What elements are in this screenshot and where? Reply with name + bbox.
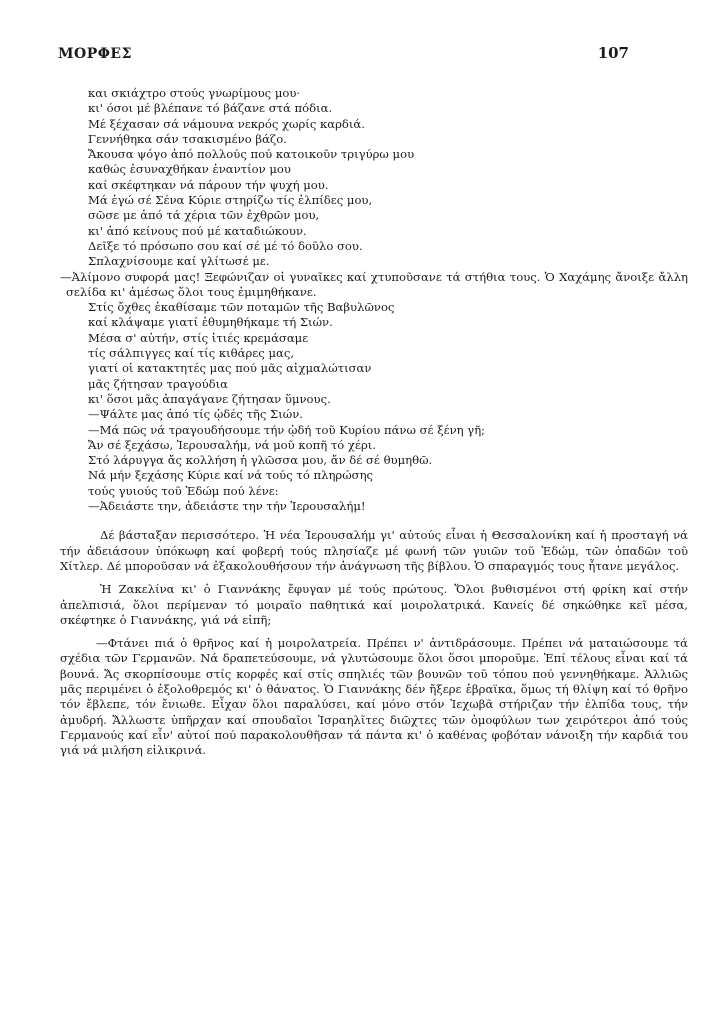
page-text bbox=[0, 86, 703, 758]
poem-line: Νά μήν ξεχάσης Κύριε καί νά τούς τό πληρώσης bbox=[88, 468, 374, 483]
poem-line: Ἄκουσα ψόγο ἀπό πολλούς πού κατοικοῦν τριγύρω μου bbox=[88, 147, 415, 162]
poem-line: Μά ἐγώ σέ Σένα Κύριε στηρίζω τίς ἐλπίδες μου, bbox=[88, 193, 373, 208]
poem-line: —Μά πῶς νά τραγουδήσουμε τήν ᾠδή τοῦ Κυρίου πάνω σέ ξένη γῆ; bbox=[88, 422, 486, 437]
poem-line: καί κλάψαμε γιατί ἐθυμηθήκαμε τή Σιών. bbox=[88, 315, 333, 330]
poem-line: Σπλαχνίσουμε καί γλίτωσέ με. bbox=[88, 254, 270, 269]
poem-line: και σκιάχτρο στούς γνωρίμους μου· bbox=[88, 86, 301, 100]
page-number: 107 bbox=[597, 44, 629, 62]
poem-block-2 bbox=[0, 300, 703, 514]
poem-line: καθώς ἐσυναχθήκαν ἐναντίον μου bbox=[88, 162, 291, 177]
poem-line: κι' ὅσοι μᾶς ἀπαγάγανε ζήτησαν ὕμνους. bbox=[88, 391, 331, 406]
page-header bbox=[58, 44, 629, 62]
dialogue-lament: —Ἀλίμονο συφορά μας! Ξεφώνιζαν οἱ γυναῖκες καί χτυποῦσανε τά στήθια τους. Ὁ Χαχάμης ἄνοιξε ἄλλη σελίδα κι' ἀμέσως ὅλοι τους ἐμιμηθήκανε. bbox=[60, 269, 688, 299]
poem-line: —Ψάλτε μας ἀπό τίς ᾠδές τῆς Σιών. bbox=[88, 407, 303, 422]
paragraph: Ἡ Ζακελίνα κι' ὁ Γιαννάκης ἔφυγαν μέ τούς πρώτους. Ὅλοι βυθισμένοι στή φρίκη καί στήν ἀπελπισιά, ὅλοι περίμεναν τό μοιραῖο παθητικά καί μοιρολατρικά. Κανείς δέ σηκώθηκε κεῖ μέσα, σκέφτηκε ὁ Γιαννάκης, γιά νά εἰπῆ; bbox=[60, 582, 688, 627]
poem-line: τούς γυιούς τοῦ Ἐδώμ πού λένε: bbox=[88, 483, 279, 498]
poem-line: Στό λάρυγγα ἄς κολλήση ἡ γλῶσσα μου, ἄν δέ σέ θυμηθῶ. bbox=[88, 453, 433, 468]
poem-line: Μέσα σ' αὐτήν, στίς ἰτιές κρεμάσαμε bbox=[88, 330, 309, 345]
poem-line: γιατί οἱ κατακτητές μας πού μᾶς αἰχμαλώτισαν bbox=[88, 361, 372, 376]
running-title: ΜΟΡΦΕΣ bbox=[58, 46, 132, 62]
poem-line: Δεῖξε τό πρόσωπο σου καί σέ μέ τό δοῦλο σου. bbox=[88, 238, 363, 253]
poem-line: κι' ἀπό κείνους πού μέ καταδιώκουν. bbox=[88, 223, 307, 238]
poem-line: Γεννήθηκα σάν τσακισμένο βάζο. bbox=[88, 131, 287, 146]
poem-line: κι' όσοι μέ βλέπανε τό βάζανε στά πόδια. bbox=[88, 101, 333, 116]
poem-line: Στίς ὄχθες ἐκαθίσαμε τῶν ποταμῶν τῆς Βαβυλῶνος bbox=[88, 300, 395, 315]
poem-line: Ἄν σέ ξεχάσω, Ἱερουσαλήμ, νά μοῦ κοπῆ τό χέρι. bbox=[88, 437, 377, 452]
paragraph: Δέ βάσταξαν περισσότερο. Ἡ νέα Ἱερουσαλήμ γι' αὐτούς εἶναι ἡ Θεσσαλονίκη καί ἡ προσταγή νά τήν ἀδειάσουν ὑπόκωφη καί φοβερή τούς πλησίαζε μέ φωνή τῶν γυιῶν τοῦ Ἐδώμ, τῶν ὀπαδῶν τοῦ Χίτλερ. Δέ μποροῦσαν νά ἐξακολουθήσουν τήν ἀνάγνωση τῆς βίβλου. Ὁ σπαραγμός τους ἦτανε μεγάλος. bbox=[60, 528, 688, 573]
poem-line: καί σκέφτηκαν νά πάρουν τήν ψυχή μου. bbox=[88, 177, 329, 192]
poem-block-1 bbox=[0, 86, 703, 270]
paragraph: —Φτάνει πιά ὁ θρῆνος καί ἡ μοιρολατρεία. Πρέπει ν' ἀντιδράσουμε. Πρέπει νά ματαιώσουμε τά σχέδια τῶν Γερμανῶν. Νά δραπετεύσουμε, νά γλυτώσουμε ὅλοι ὅσοι μποροῦμε. Ἐπί τέλους εἶναι καί τά βουνά. Ἄς σκορπίσουμε στίς κορφές καί στίς σπηλιές τῶν βουνῶν τοῦ τόπου πού γεννηθήκαμε. Ἀλλιῶς μᾶς περιμένει ὁ ἐξολοθρεμός κι' ὁ θάνατος. Ὁ Γιαννάκης δέν ἤξερε ἑβραϊκα, ὅμως τή θλίψη καί τό θρῆνο τόν ἔβλεπε, τόν ἔνιωθε. Εἶχαν ὅλοι παραλύσει, καί μόνο στόν Ἰεχωβᾶ στήριζαν τήν ἐλπίδα τους, τήν ἀμυδρή. Ἄλλωστε ὑπῆρχαν καί σπουδαῖοι Ἰσραηλῖτες διῶχτες τῶν ὁμοφύλων των χειρότεροι ἀπό τούς Γερμανούς καί εἶν' αὐτοί πού παρακολουθῆσαν τά πάντα κι' ὁ καθένας φοβόταν νάνοιξη τήν καρδιά του γιά νά μιλήση εἰλικρινά. bbox=[60, 636, 688, 758]
poem-line: σῶσε με ἀπό τά χέρια τῶν ἐχθρῶν μου, bbox=[88, 208, 320, 223]
poem-line: μᾶς ζήτησαν τραγούδια bbox=[88, 376, 228, 391]
poem-line: Μέ ξέχασαν σά νάμουνα νεκρός χωρίς καρδιά. bbox=[88, 116, 365, 131]
poem-line: τίς σάλπιγγες καί τίς κιθάρες μας, bbox=[88, 346, 295, 361]
poem-line: —Ἀδειάστε την, ἀδειάστε την τήν Ἱερουσαλήμ! bbox=[88, 499, 366, 514]
